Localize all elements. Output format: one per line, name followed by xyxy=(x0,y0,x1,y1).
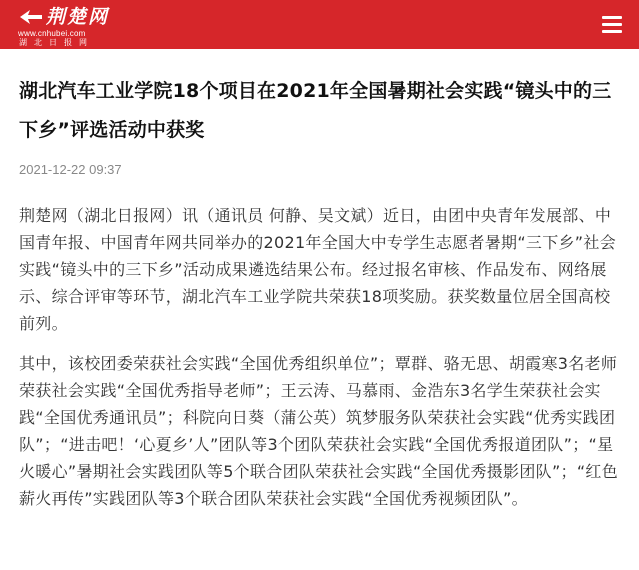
hamburger-menu-icon[interactable] xyxy=(601,13,623,35)
site-header xyxy=(0,0,639,49)
logo-subtitle: 湖北日报网 xyxy=(19,38,94,47)
article-paragraph: 荆楚网（湖北日报网）讯（通讯员 何静、吴文斌）近日，由团中央青年发展部、中国青年报、中国青年网共同举办的2021年全国大中专学生志愿者暑期“三下乡”社会实践“镜头中的三下乡”活动成果遴选结果公布。经过报名审核、作品发布、网络展示、综合评审等环节，湖北汽车工业学院共荣获18项奖励。获奖数量位居全国高校前列。 xyxy=(19,206,616,333)
logo-text: 荆楚网 xyxy=(46,6,110,28)
red-arrow-logo-icon xyxy=(18,7,44,27)
article-date: 2021-12-22 09:37 xyxy=(19,162,122,177)
article xyxy=(19,72,624,512)
logo-url: www.cnhubei.com xyxy=(18,29,86,38)
article-paragraph: 其中，该校团委荣获社会实践“全国优秀组织单位”；覃群、骆无思、胡霞寒3名老师荣获社会实践“全国优秀指导老师”；王云涛、马慕雨、金浩东3名学生荣获社会实践“全国优秀通讯员”；科院向日葵（蒲公英）筑梦服务队荣获社会实践“优秀实践团队”；“进击吧！‘心夏乡’人”团队等3个团队荣获社会实践“全国优秀报道团队”；“星火暖心”暑期社会实践团队等5个联合团队荣获社会实践“全国优秀摄影团队”；“红色薪火再传”实践团队等3个联合团队荣获社会实践“全国优秀视频团队”。 xyxy=(19,354,619,508)
site-logo[interactable] xyxy=(18,6,109,47)
article-title: 湖北汽车工业学院18个项目在2021年全国暑期社会实践“镜头中的三下乡”评选活动中获奖 xyxy=(19,80,612,141)
